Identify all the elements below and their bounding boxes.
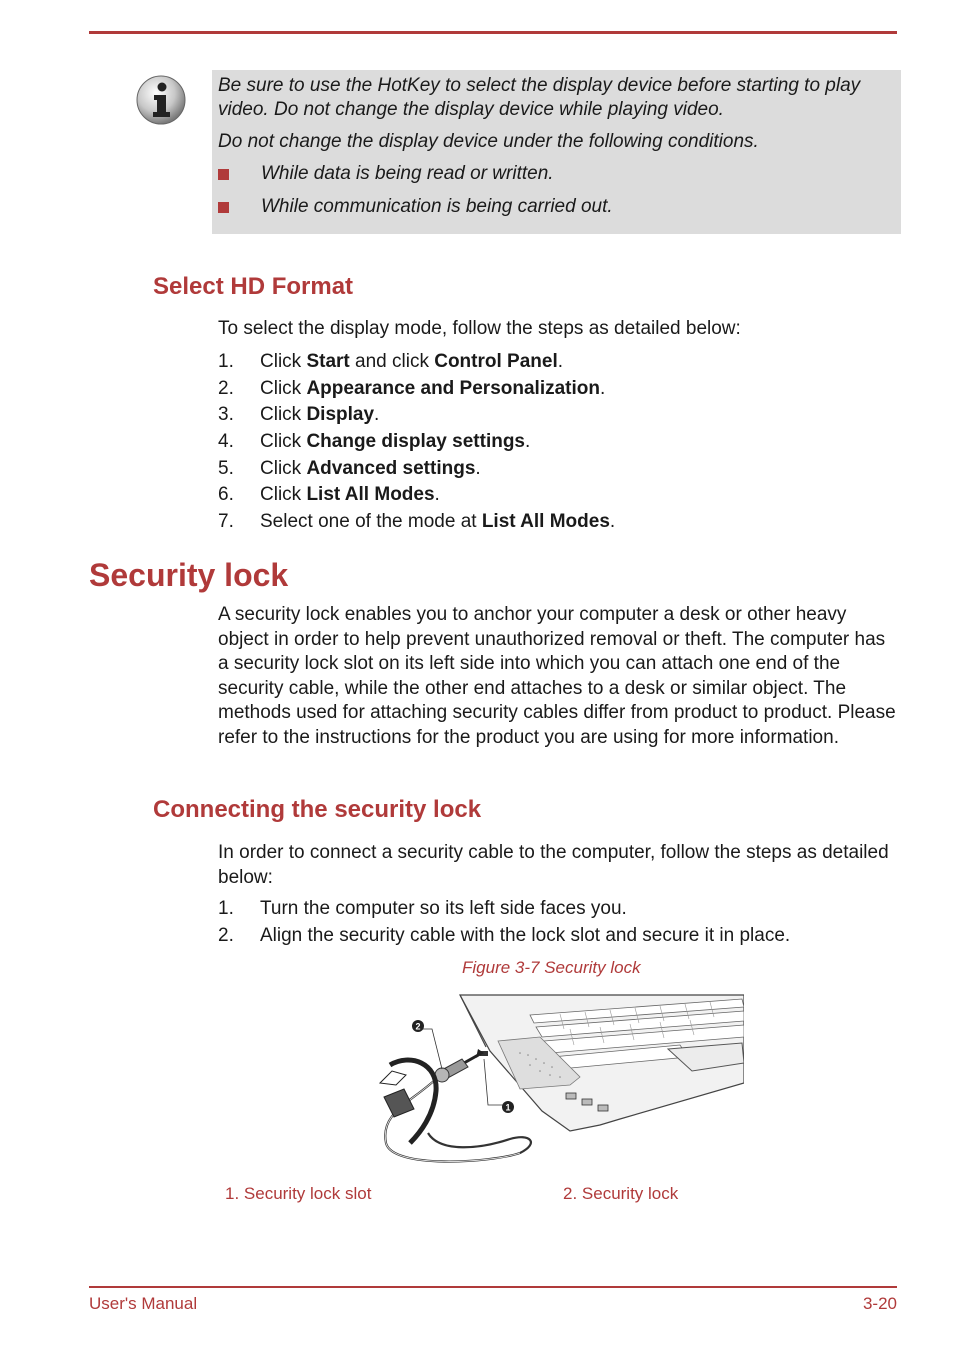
note-bullet: While communication is being carried out. — [261, 196, 613, 217]
page-title: Security lock — [89, 557, 289, 593]
figure-label-slot: 1. Security lock slot — [225, 1184, 372, 1203]
figure-label-lock: 2. Security lock — [563, 1184, 679, 1203]
note-line-2: Do not change the display device under the following conditions. — [218, 131, 759, 152]
note-box — [212, 70, 901, 234]
section-heading-select-hd: Select HD Format — [153, 273, 354, 300]
callout-2: 2 — [415, 1021, 421, 1032]
callout-1: 1 — [505, 1102, 511, 1113]
figure-caption: Figure 3-7 Security lock — [462, 958, 641, 977]
page-number: 3-20 — [862, 1294, 897, 1313]
connecting-intro: In order to connect a security cable to the computer, follow the steps as detailed below: — [218, 842, 889, 888]
security-lock-body: A security lock enables you to anchor your computer a desk or other heavy object in order to help prevent unauthorized removal or theft. The computer has a security lock slot on its left side into which you can attach one end of the security cable, while the other end attaches to a desk or similar object. The methods used for attaching security cables differ from product to product. Please refer to the instructions for the product you are using for more information. — [218, 604, 896, 748]
note-bullet: While data is being read or written. — [261, 163, 554, 184]
section-heading-connecting: Connecting the security lock — [153, 796, 482, 823]
security-lock-illustration — [370, 993, 744, 1171]
bullet-marker — [218, 169, 229, 180]
select-hd-intro: To select the display mode, follow the steps as detailed below: — [218, 318, 741, 339]
bullet-marker — [218, 202, 229, 213]
note-line-1: Be sure to use the HotKey to select the display device before starting to play video. Do not change the display device while playing video. — [218, 75, 861, 120]
header-rule — [89, 31, 897, 34]
info-icon — [135, 74, 187, 126]
footer-rule — [89, 1286, 897, 1288]
footer-manual-title: User's Manual — [89, 1294, 198, 1313]
